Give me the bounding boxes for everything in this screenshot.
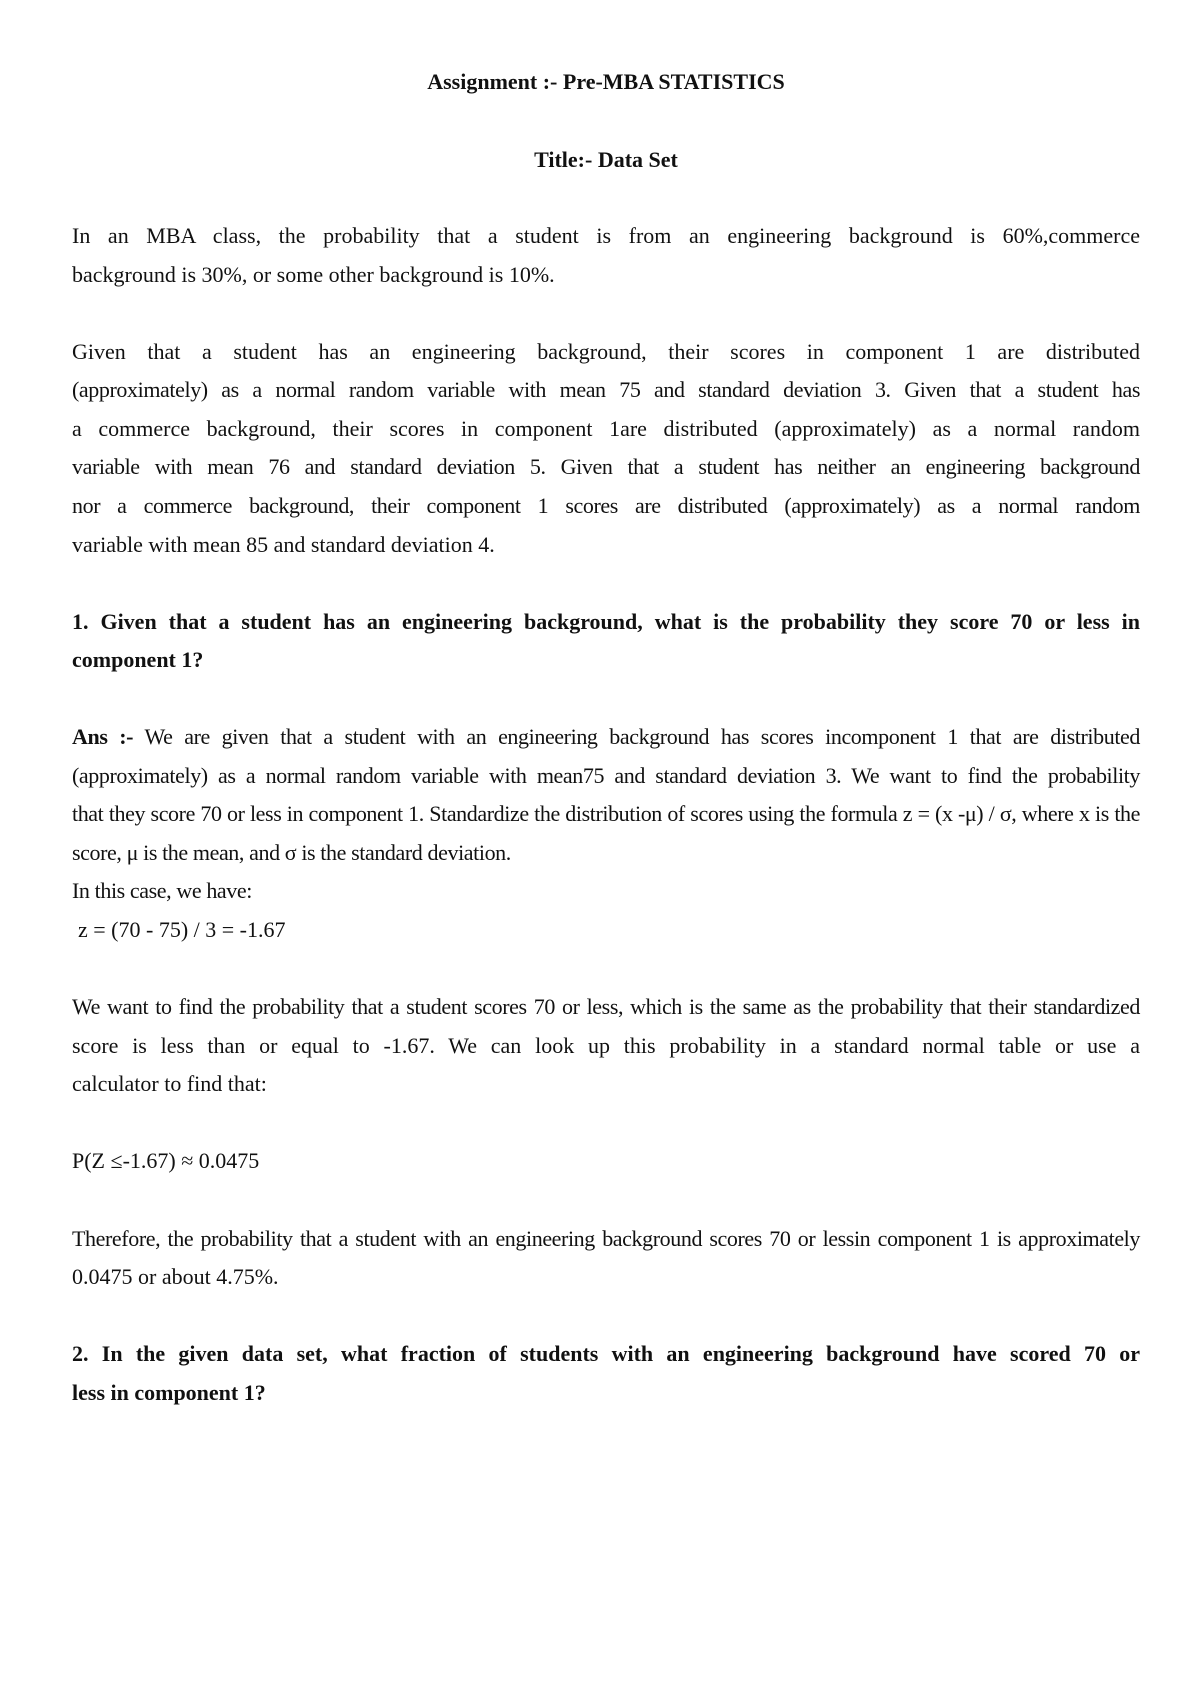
description-line-3: a commerce background, their scores in component 1are distributed (approximately) as a normal random (72, 416, 1140, 441)
description-line-5: nor a commerce background, their component 1 scores are distributed (approximately) as a normal random (72, 493, 1140, 518)
answer-1-line-1 (72, 722, 1140, 752)
answer-1-line-5: In this case, we have: (72, 878, 252, 903)
answer-1-line-2: (approximately) as a normal random variable with mean75 and standard deviation 3. We want to find the probability (72, 763, 1140, 788)
answer-label: Ans :- (72, 724, 134, 749)
question-2-line-1: 2. In the given data set, what fraction of students with an engineering background have scored 70 or (72, 1341, 1140, 1366)
description-line-2: (approximately) as a normal random variable with mean 75 and standard deviation 3. Given that a student has (72, 377, 1140, 402)
answer-1-line-1-text: We are given that a student with an engineering background has scores incomponent 1 that are distributed (133, 724, 1141, 749)
intro-line-1: In an MBA class, the probability that a student is from an engineering background is 60%,commerce (72, 223, 1140, 248)
conclusion-line-1: Therefore, the probability that a student with an engineering background scores 70 or lessin component 1 is approximately (72, 1226, 1140, 1251)
answer-1-line-4: score, μ is the mean, and σ is the standard deviation. (72, 840, 511, 865)
answer-1-para-2-line-2: score is less than or equal to -1.67. We can look up this probability in a standard normal table or use a (72, 1033, 1140, 1058)
description-line-4: variable with mean 76 and standard deviation 5. Given that a student has neither an engineering background (72, 454, 1140, 479)
intro-line-2: background is 30%, or some other background is 10%. (72, 262, 555, 287)
conclusion-line-2: 0.0475 or about 4.75%. (72, 1264, 279, 1289)
z-score-formula: z = (70 - 75) / 3 = -1.67 (78, 917, 286, 942)
probability-result: P(Z ≤-1.67) ≈ 0.0475 (72, 1148, 260, 1173)
answer-1-para-2-line-3: calculator to find that: (72, 1071, 267, 1096)
page-title: Title:- Data Set (534, 147, 678, 172)
description-line-6: variable with mean 85 and standard deviation 4. (72, 532, 495, 557)
assignment-heading: Assignment :- Pre-MBA STATISTICS (427, 69, 785, 94)
question-2-line-2: less in component 1? (72, 1380, 266, 1405)
answer-1-line-3: that they score 70 or less in component 1. Standardize the distribution of scores using the formula z = (x -μ) / σ, where x is the (72, 801, 1140, 826)
description-line-1: Given that a student has an engineering background, their scores in component 1 are distributed (72, 339, 1140, 364)
question-1-line-2: component 1? (72, 647, 204, 672)
question-1-line-1: 1. Given that a student has an engineering background, what is the probability they score 70 or less in (72, 609, 1140, 634)
answer-1-para-2-line-1: We want to find the probability that a student scores 70 or less, which is the same as the probability that their standardized (72, 994, 1140, 1019)
